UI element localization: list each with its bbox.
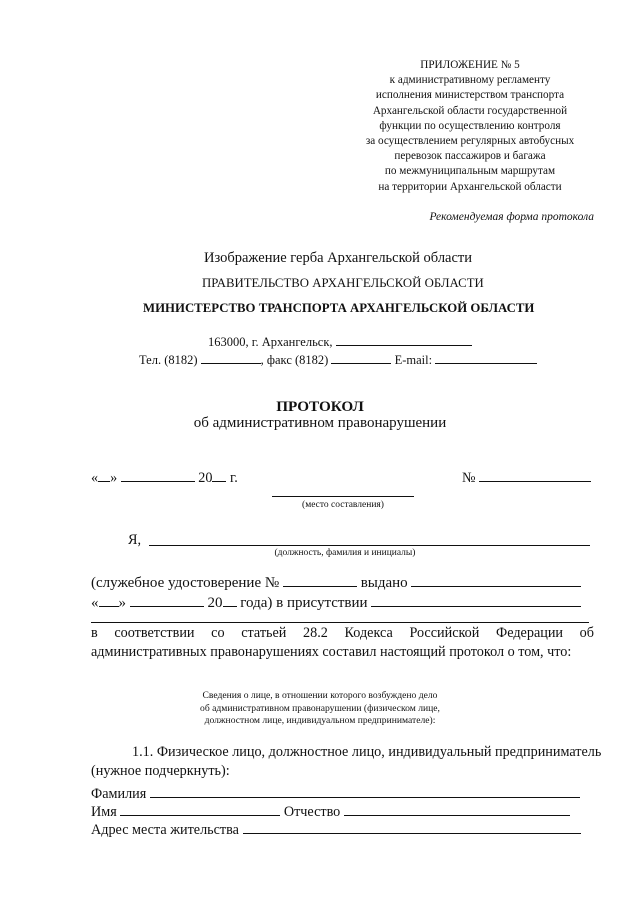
number-field bbox=[462, 466, 591, 487]
cert-month-blank[interactable] bbox=[130, 590, 204, 607]
address-text: 163000, г. Архангельск, bbox=[208, 335, 333, 350]
email-label: E-mail: bbox=[394, 353, 433, 368]
contacts-line bbox=[139, 350, 537, 368]
appendix-line: на территории Архангельской области bbox=[378, 180, 562, 193]
info-caption-line: об административном правонарушении (физическом лице, bbox=[200, 702, 440, 714]
surname-field[interactable] bbox=[150, 782, 580, 798]
name-field[interactable] bbox=[120, 800, 280, 816]
patronymic-label: Отчество bbox=[283, 803, 341, 820]
appendix-line: исполнения министерством транспорта bbox=[375, 89, 565, 102]
position-caption: (должность, фамилия и инициалы) bbox=[274, 548, 416, 558]
info-caption-line: Сведения о лице, в отношении которого возбуждено дело bbox=[202, 690, 438, 701]
appendix-line: функции по осуществлению контроля bbox=[379, 119, 561, 132]
appendix-line: Архангельской области государственной bbox=[372, 104, 568, 117]
government-title: ПРАВИТЕЛЬСТВО АРХАНГЕЛЬСКОЙ ОБЛАСТИ bbox=[202, 276, 484, 290]
address-line bbox=[208, 332, 472, 350]
coat-of-arms-placeholder: Изображение герба Архангельской области bbox=[204, 250, 473, 266]
place-blank[interactable] bbox=[272, 496, 414, 497]
surname-label: Фамилия bbox=[91, 785, 147, 802]
residence-address-label: Адрес места жительства bbox=[91, 821, 239, 838]
certificate-number-blank[interactable] bbox=[283, 570, 357, 587]
appendix-line: по межмуниципальным маршрутам bbox=[384, 165, 556, 178]
certificate-line-2 bbox=[91, 590, 581, 612]
appendix-line: перевозок пассажиров и багажа bbox=[394, 150, 546, 163]
address-blank[interactable] bbox=[336, 332, 472, 346]
residence-address-field[interactable] bbox=[243, 818, 581, 834]
phone-blank[interactable] bbox=[201, 350, 261, 364]
appendix-line: к административному регламенту bbox=[389, 74, 551, 87]
protocol-title: ПРОТОКОЛ bbox=[276, 398, 364, 415]
issued-label: выдано bbox=[360, 574, 408, 591]
number-blank[interactable] bbox=[479, 466, 591, 482]
open-quote: « bbox=[91, 594, 99, 611]
place-caption: (место составления) bbox=[302, 500, 384, 510]
year-prefix: 20 bbox=[198, 469, 213, 486]
patronymic-field[interactable] bbox=[344, 800, 570, 816]
open-quote: « bbox=[91, 469, 99, 486]
cert-day-blank[interactable] bbox=[99, 590, 119, 607]
appendix-line: за осуществлением регулярных автобусных bbox=[365, 135, 575, 148]
year-suffix: г. bbox=[230, 469, 238, 486]
appendix-heading: ПРИЛОЖЕНИЕ № 5 bbox=[420, 59, 520, 71]
address-row bbox=[91, 818, 581, 839]
appendix-block bbox=[320, 58, 620, 195]
body-paragraph: в соответствии со статьей 28.2 Кодекса Российской Федерации об административных правонарушениях составил настоящий протокол о том, что: bbox=[91, 625, 594, 660]
position-blank[interactable] bbox=[149, 545, 590, 546]
presence-label: года) в присутствии bbox=[240, 594, 368, 611]
fax-label: , факс (8182) bbox=[260, 353, 329, 368]
ministry-title: МИНИСТЕРСТВО ТРАНСПОРТА АРХАНГЕЛЬСКОЙ ОБЛАСТИ bbox=[143, 301, 535, 315]
info-caption bbox=[0, 690, 640, 728]
recommended-form-note: Рекомендуемая форма протокола bbox=[429, 211, 594, 223]
close-quote: » bbox=[118, 594, 126, 611]
cert-year-blank[interactable] bbox=[223, 590, 237, 607]
i-label: Я, bbox=[128, 532, 142, 548]
day-blank[interactable] bbox=[98, 466, 110, 482]
name-label: Имя bbox=[91, 803, 117, 820]
issued-by-blank[interactable] bbox=[411, 570, 581, 587]
phone-label: Тел. (8182) bbox=[139, 353, 198, 368]
year-blank[interactable] bbox=[212, 466, 226, 482]
email-blank[interactable] bbox=[435, 350, 537, 364]
month-blank[interactable] bbox=[121, 466, 195, 482]
close-quote: » bbox=[110, 469, 118, 486]
certificate-label: (служебное удостоверение № bbox=[91, 574, 280, 591]
section-1-1-note: (нужное подчеркнуть): bbox=[91, 763, 230, 779]
info-caption-line: должностном лице, индивидуальном предпринимателе): bbox=[204, 715, 436, 727]
certificate-line-1 bbox=[91, 570, 581, 592]
date-row bbox=[91, 466, 238, 487]
section-1-1-heading: 1.1. Физическое лицо, должностное лицо, индивидуальный предприниматель bbox=[132, 744, 602, 760]
number-label: № bbox=[462, 469, 476, 486]
presence-blank[interactable] bbox=[371, 590, 581, 607]
protocol-subtitle: об административном правонарушении bbox=[193, 415, 447, 431]
fax-blank[interactable] bbox=[331, 350, 391, 364]
presence-continuation-blank[interactable] bbox=[91, 622, 589, 623]
cert-year-prefix: 20 bbox=[207, 594, 223, 611]
